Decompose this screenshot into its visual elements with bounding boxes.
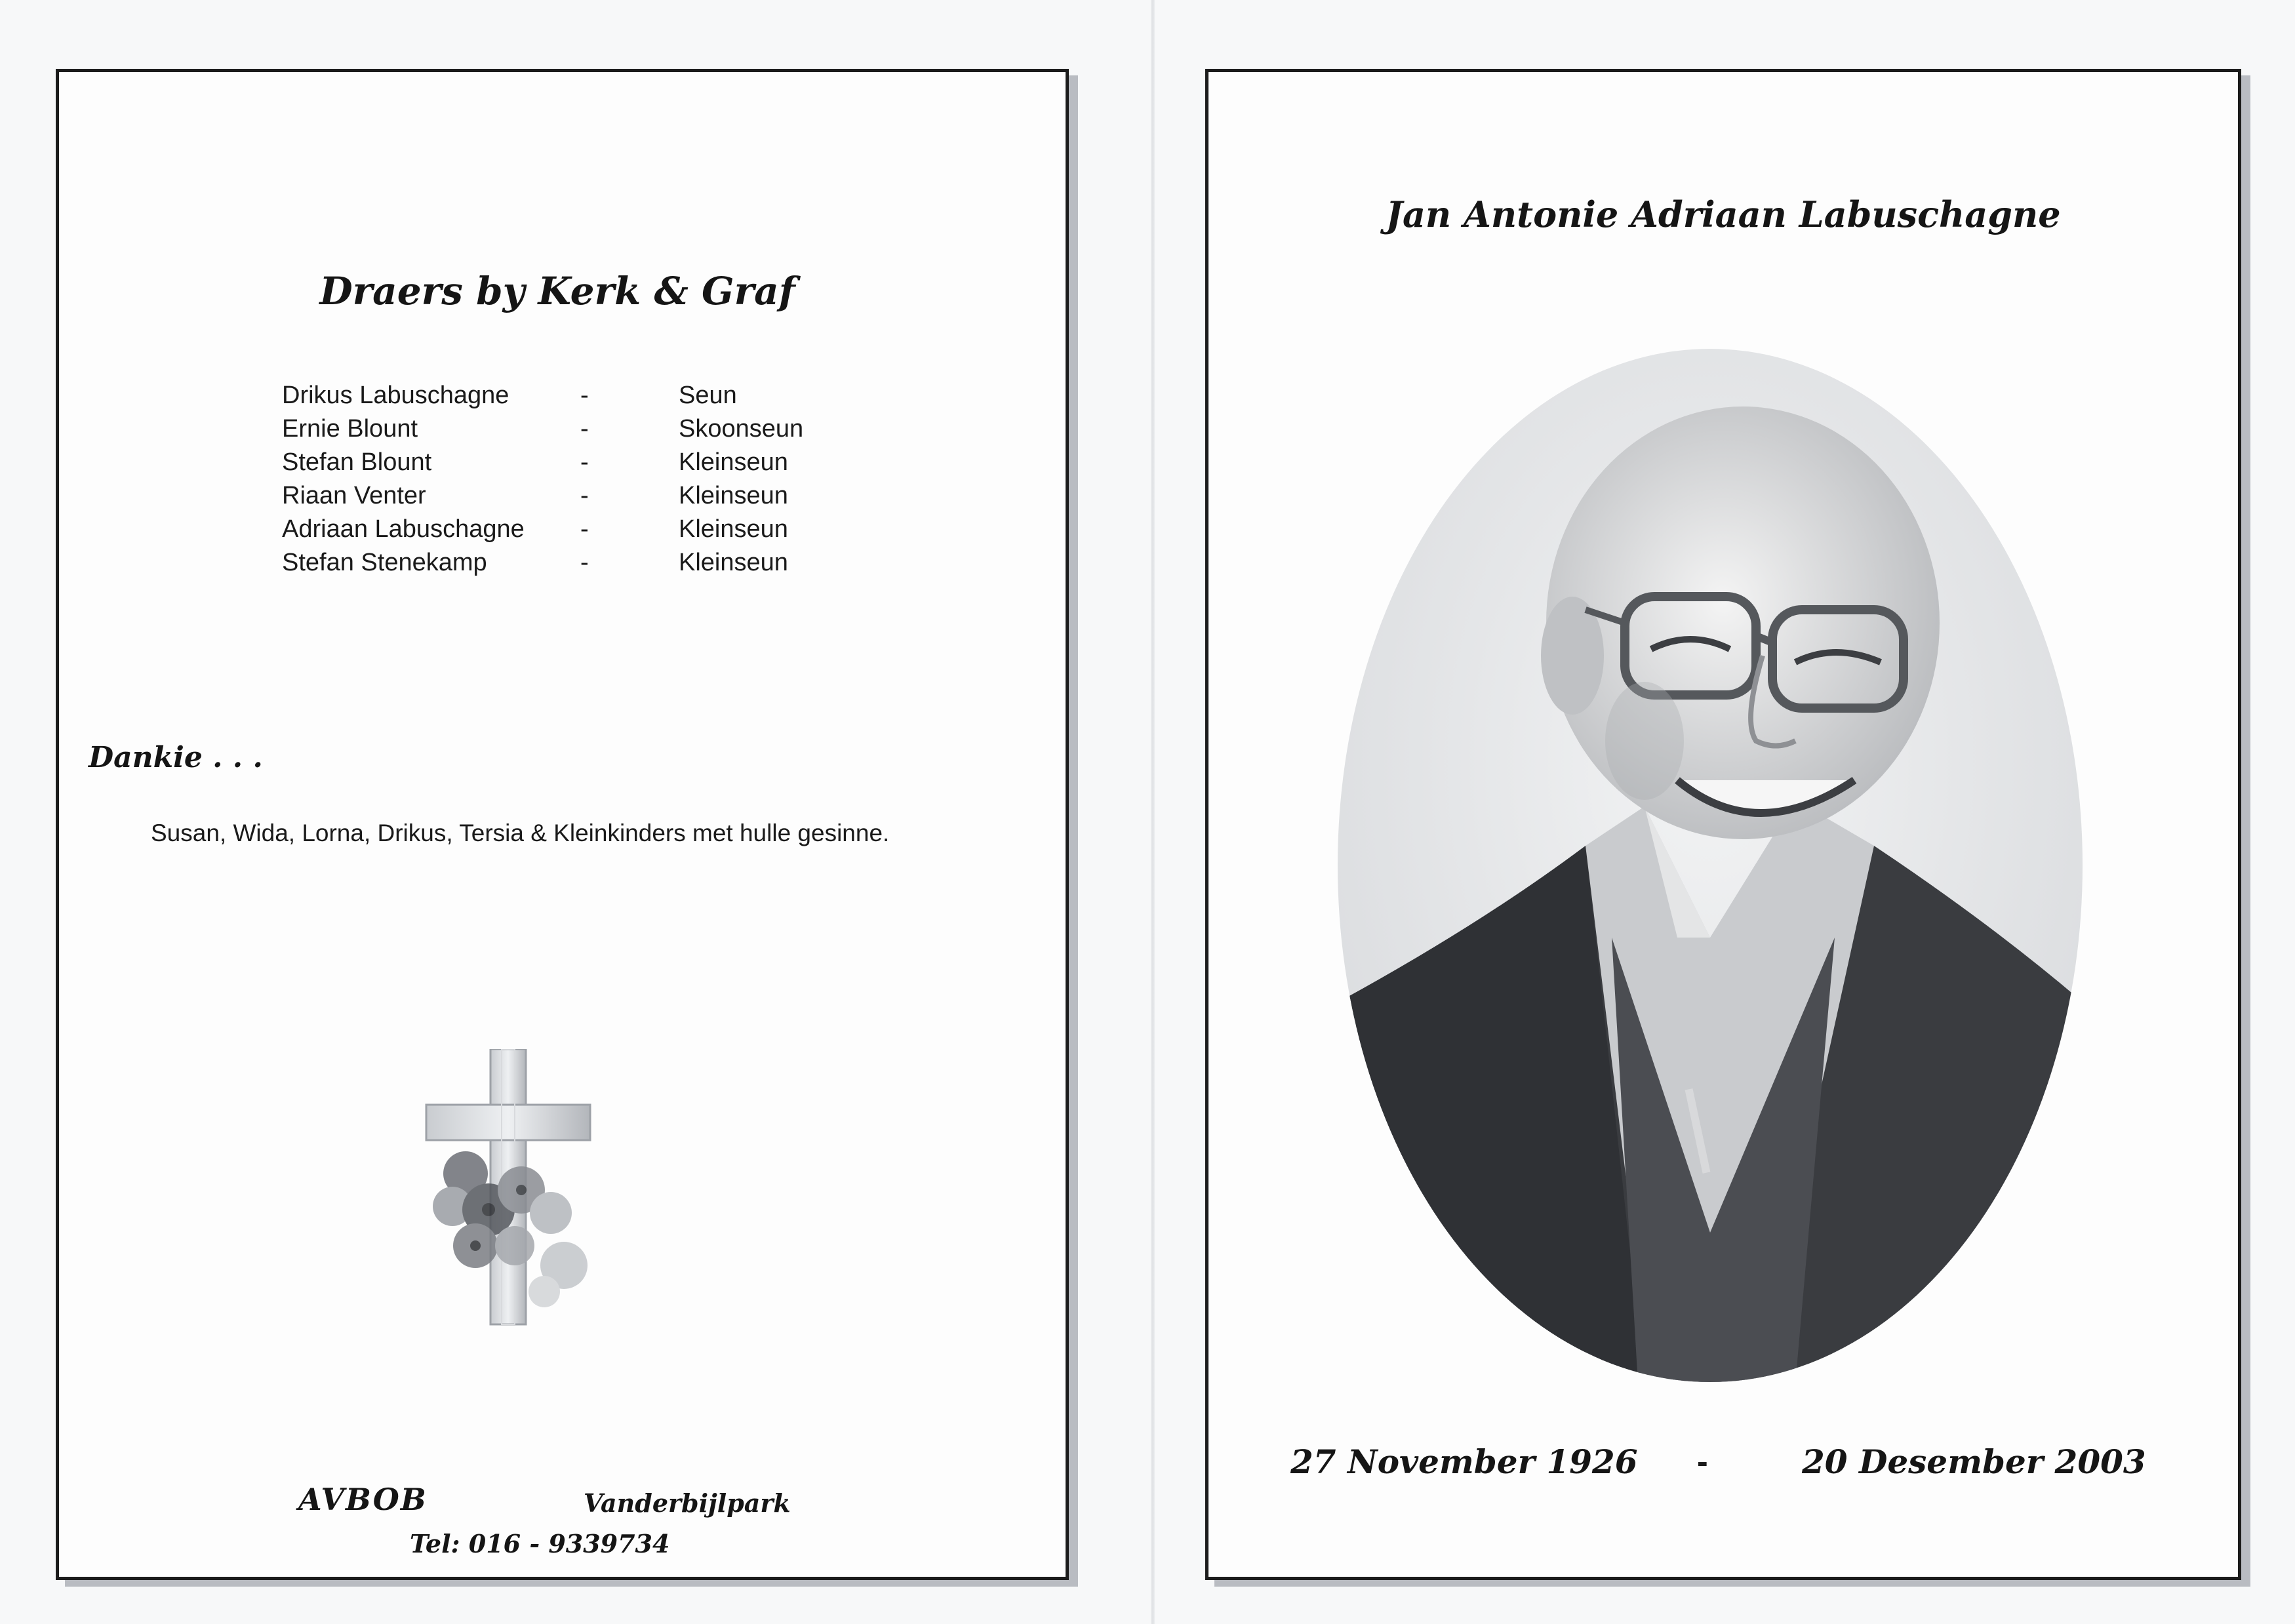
bearer-name: Stefan Blount [282, 448, 432, 476]
bearer-name: Adriaan Labuschagne [282, 515, 525, 543]
bearer-separator: - [580, 415, 589, 443]
bearer-name: Riaan Venter [282, 482, 426, 509]
table-row [282, 546, 803, 580]
table-row [282, 479, 803, 513]
bearers-table [282, 379, 803, 580]
deceased-name: Jan Antonie Adriaan Labuschagne [1386, 193, 2061, 235]
bearer-name: Ernie Blount [282, 415, 418, 443]
page-fold [1151, 0, 1155, 1624]
thanks-heading: Dankie . . . [89, 741, 263, 774]
bearer-name: Drikus Labuschagne [282, 382, 509, 409]
table-row [282, 446, 803, 479]
birth-date: 27 November 1926 [1290, 1442, 1638, 1481]
cross-with-flowers-icon [413, 1049, 616, 1403]
bearer-separator: - [580, 482, 589, 509]
bearer-separator: - [580, 549, 589, 576]
bearer-name: Stefan Stenekamp [282, 549, 487, 576]
funeral-home-name: AVBOB [298, 1482, 428, 1517]
bearers-heading: Draers by Kerk & Graf [319, 269, 795, 313]
bearer-separator: - [580, 515, 589, 543]
table-row [282, 379, 803, 412]
portrait-photo [1336, 347, 2084, 1383]
bearer-relation: Skoonseun [679, 415, 804, 443]
funeral-home-phone: Tel: 016 - 9339734 [410, 1529, 670, 1558]
bearer-relation: Seun [679, 382, 737, 409]
thanks-text: Susan, Wida, Lorna, Drikus, Tersia & Kleinkinders met hulle gesinne. [151, 820, 890, 846]
date-separator: - [1697, 1443, 1708, 1480]
bearer-relation: Kleinseun [679, 448, 788, 476]
bearer-relation: Kleinseun [679, 482, 788, 509]
death-date: 20 Desember 2003 [1802, 1442, 2146, 1481]
right-page [1205, 69, 2241, 1580]
bearer-separator: - [580, 382, 589, 409]
funeral-home-city: Vanderbijlpark [584, 1488, 791, 1518]
table-row [282, 513, 803, 546]
bearer-separator: - [580, 448, 589, 476]
bearer-relation: Kleinseun [679, 549, 788, 576]
left-page [56, 69, 1069, 1580]
table-row [282, 412, 803, 446]
bearer-relation: Kleinseun [679, 515, 788, 543]
